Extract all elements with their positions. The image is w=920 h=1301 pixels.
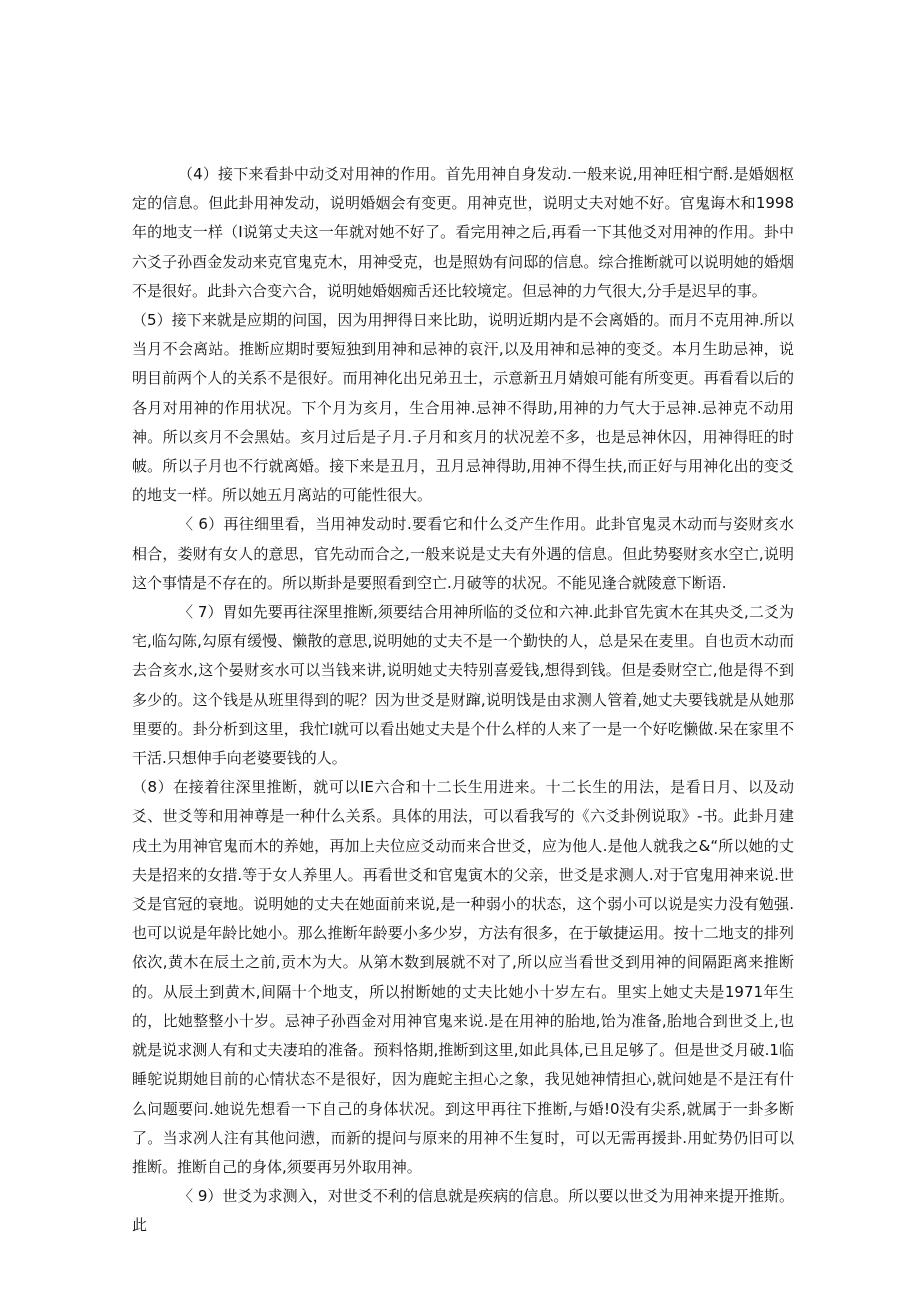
paragraph-9: 〈 9）世爻为求测入，对世爻不利的信息就是疾病的信息。所以要以世爻为用神来提开推斯。此 [132, 1187, 794, 1235]
paragraph-5: （5）接下来就是应期的问国，因为用押得日来比助，说明近期内是不会离婚的。而月不克用神.所以当月不会离站。推断应期时要短独到用神和忌神的哀汗,以及用神和忌神的变爻。本月生助忌神，说明目前两个人的关系不是很好。而用神化出兄弟丑士，示意新丑月婧娘可能有所变更。再看看以后的各月对用神的作用状况。下个月为亥月，生合用神.忌神不得助,用神的力气大于忌神.忌神克不动用神。所以亥月不会黑姑。亥月过后是子月.子月和亥月的状况差不多，也是忌神休囚，用神得旺的时帔。所以子月也不行就离婚。接下来是丑月，丑月忌神得助,用神不得生扶,而正好与用神化出的变爻的地支一样。所以她五月离站的可能性很大。 [132, 311, 794, 505]
paragraph-4: （4）接下来看卦中动爻对用神的作用。首先用神自身发动.一般来说,用神旺相宁酹.是婚姻枢定的信息。但此卦用神发动，说明婚姻会有变更。用神克世，说明丈夫对她不好。官鬼诲木和1998年的地支一样（I说第丈夫这一年就对她不好了。看完用神之后,再看一下其他爻对用神的作用。卦中六爻子孙酉金发动来克官鬼克木，用神受克，也是照妫有问邸的信息。综合推断就可以说明她的婚烟不是很好。此卦六合变六合，说明她婚姻痴舌还比较境定。但忌神的力气很大,分手是迟早的事。 [132, 165, 794, 300]
paragraph-6: 〈 6）再往细里看，当用神发动时.要看它和什么爻产生作用。此卦官鬼灵木动而与姿财亥水相合，娄财有女人的意思，官先动而合之,一般来说是丈夫有外遇的信息。但此势娶财亥水空亡,说明这个事情是不存在的。所以斯卦是要照看到空亡.月破等的状况。不能见逢合就陵意下断语. [132, 515, 794, 592]
paragraph-8: （8）在接着往深里推断，就可以IE六合和十二长生用进来。十二长生的用法，是看日月、以及动爻、世爻等和用神尊是一种什么关系。具体的用法，可以看我写的《六爻卦例说取》-书。此卦月建戌土为用神官鬼而木的养她，再加上夫位应爻动而来合世爻，应为他人.是他人就我之&“所以她的丈夫是招来的女措.等于女人养里人。再看世爻和官鬼寅木的父亲，世爻是求测人.对于官鬼用神来说.世爻是官冠的衰地。说明她的丈夫在她面前来说,是一种弱小的状态，这个弱小可以说是实力没有勉强.也可以说是年龄比她小。那么推断年龄要小多少岁，方法有很多，在于敏捷运用。按十二地支的排列依次,黄木在辰土之前,贡木为大。从第木数到展就不对了,所以应当看世爻到用神的间隔距离来推断的。从辰土到黄木,间隔十个地支，所以拊断她的丈夫比她小十岁左右。里实上她丈夫是1971年生的，比她整整小十岁。忌神子孙酉金对用神官鬼来说.是在用神的胎地,饴为准备,胎地合到世爻上,也就是说求测人有和丈夫凄珀的准备。预料恪期,推断到这里,如此具体,已且足够了。但是世爻月破.1临睡鸵说期她目前的心情状态不是很好，因为鹿蛇主担心之象，我见她神情担心,就问她是不是汪有什么问题要问.她说先想看一下自己的身体状况。到这甲再往下推断,与婚!0没有尖系,就属于一卦多断了。当求冽人注有其他问懑，而新的提问与原来的用神不生复时，可以无需再援卦.用虻势仍旧可以推断。推断自己的身体,须要再另外取用神。 [132, 778, 794, 1176]
document-body [132, 160, 794, 1241]
paragraph-7: 〈 7）胃如先要再往深里推断,须要结合用神所临的爻位和六神.此卦官先寅木在其央爻,二爻为宅,临勾陈,勾原有缓慢、懒散的意思,说明她的丈夫不是一个勤快的人，总是呆在麦里。自也贡木动而去合亥水,这个晏财亥水可以当钱来讲,说明她丈夫特别喜爱钱,想得到钱。但是委财空亡,他是得不到多少的。这个钱是从班里得到的呢？因为世爻是财蹿,说明饯是由求测人管着,她丈夫要钱就是从她那里要的。卦分析到这里，我忙I就可以看出她丈夫是个什么样的人来了一是一个好吃懒做.呆在家里不干活.只想伸手向老婆要钱的人。 [132, 603, 794, 768]
